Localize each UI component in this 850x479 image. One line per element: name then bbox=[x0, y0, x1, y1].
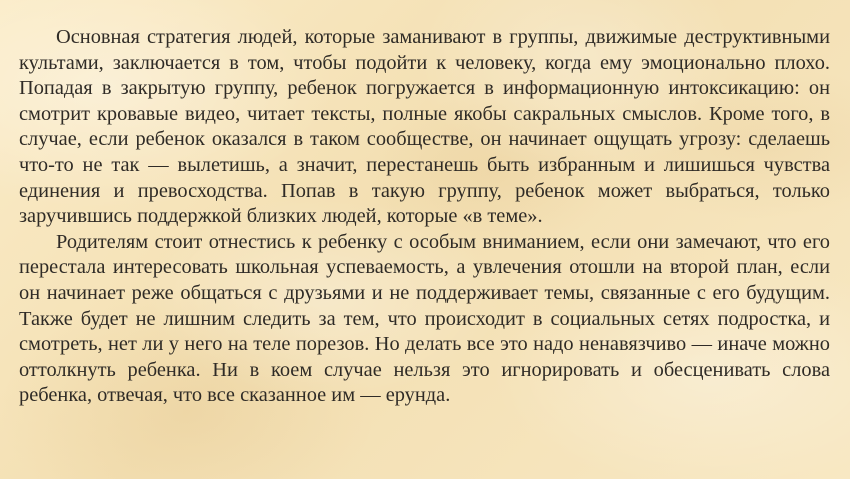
document-slide bbox=[19, 25, 830, 465]
paragraph-parent-advice: Родителям стоит отнестись к ребенку с особым вниманием, если они замечают, что его перестала интересовать школьная успеваемость, а увлечения отошли на второй план, если он начинает реже общаться с друзьями и не поддерживает темы, связанные с его будущим. Также будет не лишним следить за тем, что происходит в социальных сетях подростка, и смотреть, нет ли у него на теле порезов. Но делать все это надо ненавязчиво — иначе можно оттолкнуть ребенка. Ни в коем случае нельзя это игнорировать и обесценивать слова ребенка, отвечая, что все сказанное им — ерунда. bbox=[19, 230, 830, 407]
paragraph-cult-strategy: Основная стратегия людей, которые заманивают в группы, движимые деструктивными культами, заключается в том, чтобы подойти к человеку, когда ему эмоционально плохо. Попадая в закрытую группу, ребенок погружается в информационную интоксикацию: он смотрит кровавые видео, читает тексты, полные якобы сакральных смыслов. Кроме того, в случае, если ребенок оказался в таком сообществе, он начинает ощущать угрозу: сделаешь что-то не так — вылетишь, а значит, перестанешь быть избранным и лишишься чувства единения и превосходства. Попав в такую группу, ребенок может выбраться, только заручившись поддержкой близких людей, которые «в теме». bbox=[19, 26, 830, 228]
